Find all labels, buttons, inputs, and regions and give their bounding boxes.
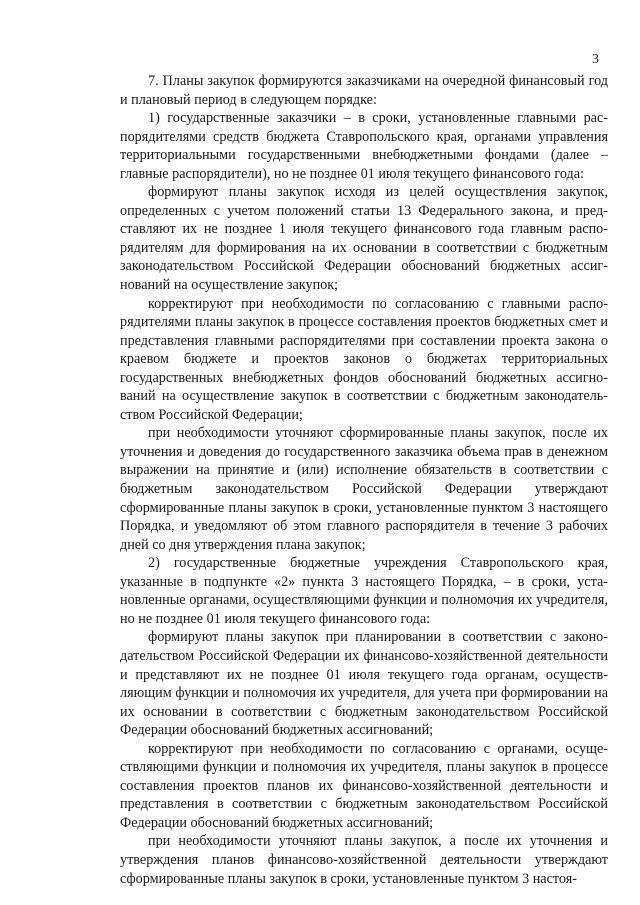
paragraph-subitem-2: 2) государственные бюджетные учреждения Ставропольского края, указанные в подпункте «2» пункта 3 настоящего Порядка, – в сроки, установленные органами, осуществляющими функции и полномочия их учредителя, но не позднее 01 июля текущего финансового года: (120, 555, 608, 627)
paragraph-item-7: 7. Планы закупок формируются заказчиками на очередной финансовый год и плановый период в следующем порядке: (120, 73, 608, 108)
paragraph-institutions-refine-plans: при необходимости уточняют планы закупок, а после их уточнения и утверждения планов финансово-хозяйственной деятельности утверждают сформированные планы закупок в сроки, установленные пунктом 3 настоя- (120, 833, 608, 887)
paragraph-form-plans: формируют планы закупок исходя из целей осуществления закупок, определенных с учетом положений статьи 13 Федерального закона, и представляют их не позднее 1 июля текущего финансового года главным распорядителям для формирования на их основании в соответствии с бюджетным законодательством Российской Федерации обоснований бюджетных ассигнований на осуществление закупок; (120, 184, 608, 294)
paragraph-institutions-form-plans: формируют планы закупок при планировании в соответствии с законодательством Российской Федерации их финансово-хозяйственной деятельности и представляют их не позднее 01 июля текущего года органам, осуществляющим функции и полномочия их учредителя, для учета при формировании на их основании в соответствии с бюджетным законодательством Российской Федерации обоснований бюджетных ассигнований; (120, 629, 608, 739)
paragraph-subitem-1: 1) государственные заказчики – в сроки, установленные главными распорядителями средств бюджета Ставропольского края, органами управления территориальными государственными внебюджетными фондами (далее – главные распорядители), но не позднее 01 июля текущего финансового года: (120, 110, 608, 182)
paragraph-refine-plans: при необходимости уточняют сформированные планы закупок, после их уточнения и доведения до государственного заказчика объема прав в денежном выражении на принятие и (или) исполнение обязательств в соответствии с бюджетным законодательством Российской Федерации утверждают сформированные планы закупок в сроки, установленные пунктом 3 настоящего Порядка, и уведомляют об этом главного распорядителя в течение 3 рабочих дней со дня утверждения плана закупок; (120, 425, 608, 553)
paragraph-institutions-correct-plans: корректируют при необходимости по согласованию с органами, осуществляющими функции и полномочия их учредителя, планы закупок в процессе составления проектов планов их финансово-хозяйственной деятельности и представления в соответствии с бюджетным законодательством Российской Федерации обоснований бюджетных ассигнований; (120, 740, 608, 831)
page-number: 3 (592, 52, 599, 67)
document-body (120, 72, 608, 888)
paragraph-correct-plans: корректируют при необходимости по согласованию с главными распорядителями планы закупок в процессе составления проектов бюджетных смет и представления главными распорядителями при составлении проекта закона о краевом бюджете и проектов законов о бюджетах территориальных государственных внебюджетных фондов обоснований бюджетных ассигнований на осуществление закупок в соответствии с бюджетным законодательством Российской Федерации; (120, 295, 608, 423)
